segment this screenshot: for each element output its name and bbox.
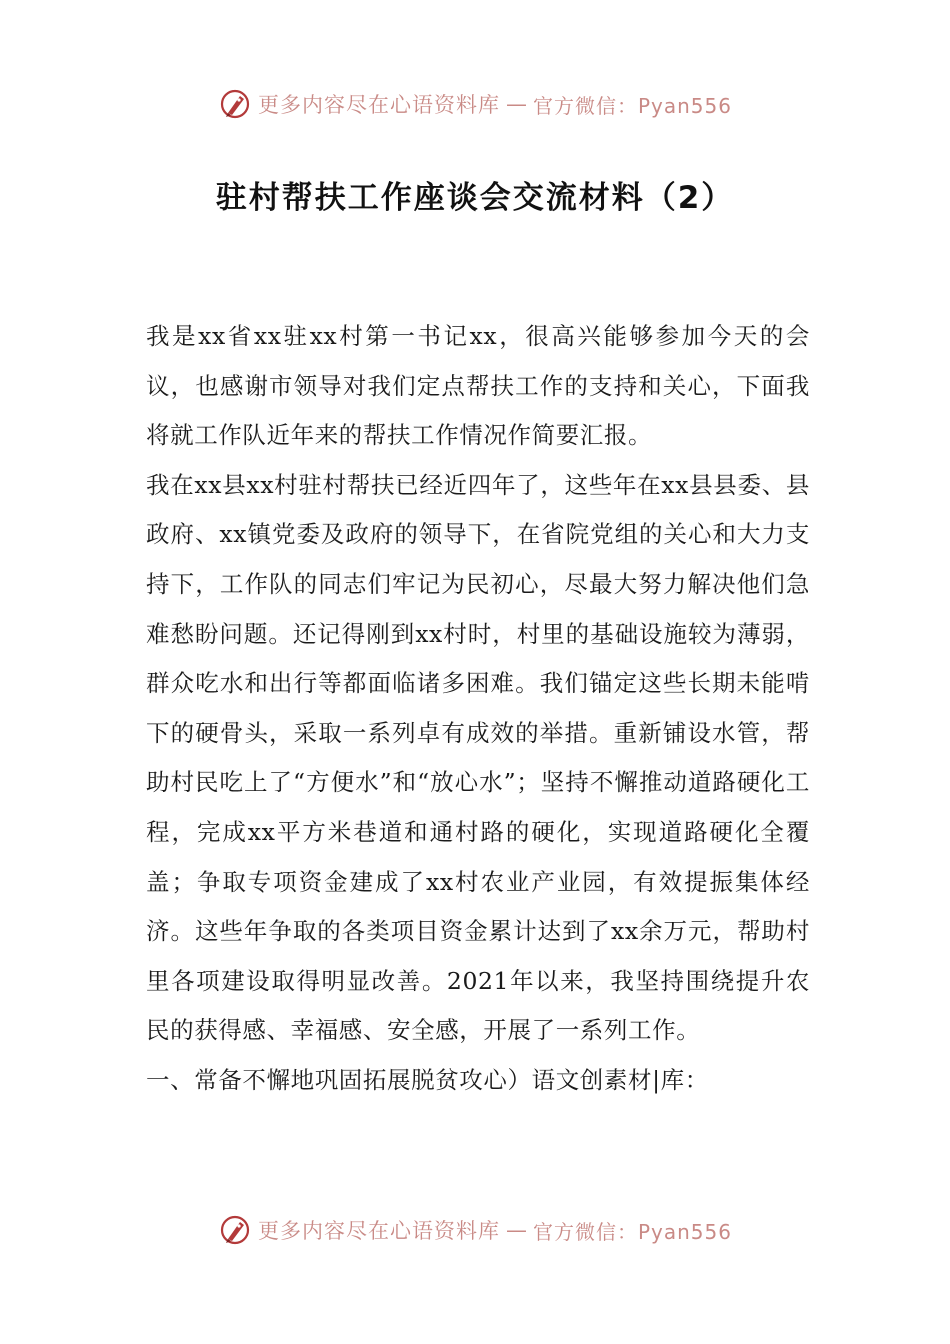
footer-watermark-banner (0, 1210, 950, 1250)
pen-nib-logo-icon (218, 87, 252, 121)
footer-separator: — (505, 1218, 527, 1242)
header-wechat-text: 官方微信：Pyan556 (532, 93, 732, 118)
header-brand-text: 更多内容尽在心语资料库 (257, 93, 500, 117)
body-paragraph: 我是xx省xx驻xx村第一书记xx，很高兴能够参加今天的会议，也感谢市领导对我们定点帮扶工作的支持和关心，下面我将就工作队近年来的帮扶工作情况作简要汇报。 (146, 322, 810, 450)
footer-brand-text: 更多内容尽在心语资料库 (257, 1219, 500, 1243)
document-body (146, 312, 810, 1106)
header-separator: — (505, 92, 527, 116)
body-paragraph: 我在xx县xx村驻村帮扶已经近四年了，这些年在xx县县委、县政府、xx镇党委及政府的领导下，在省院党组的关心和大力支持下，工作队的同志们牢记为民初心，尽最大努力解决他们急难愁盼问题。还记得刚到xx村时，村里的基础设施较为薄弱，群众吃水和出行等都面临诸多困难。我们锚定这些长期未能啃下的硬骨头，采取一系列卓有成效的举措。重新铺设水管，帮助村民吃上了“方便水”和“放心水”；坚持不懈推动道路硬化工程，完成xx平方米巷道和通村路的硬化，实现道路硬化全覆盖；争取专项资金建成了xx村农业产业园，有效提振集体经济。这些年争取的各类项目资金累计达到了xx余万元，帮助村里各项建设取得明显改善。2021年以来，我坚持围绕提升农民的获得感、幸福感、安全感，开展了一系列工作。 (146, 470, 810, 1045)
document-title: 驻村帮扶工作座谈会交流材料（2） (215, 180, 735, 216)
pen-nib-logo-icon (218, 1213, 252, 1247)
footer-wechat-text: 官方微信：Pyan556 (532, 1219, 732, 1244)
body-paragraph: 一、常备不懈地巩固拓展脱贫攻心）语文创素材|库： (146, 1065, 709, 1094)
header-watermark-banner (0, 84, 950, 124)
